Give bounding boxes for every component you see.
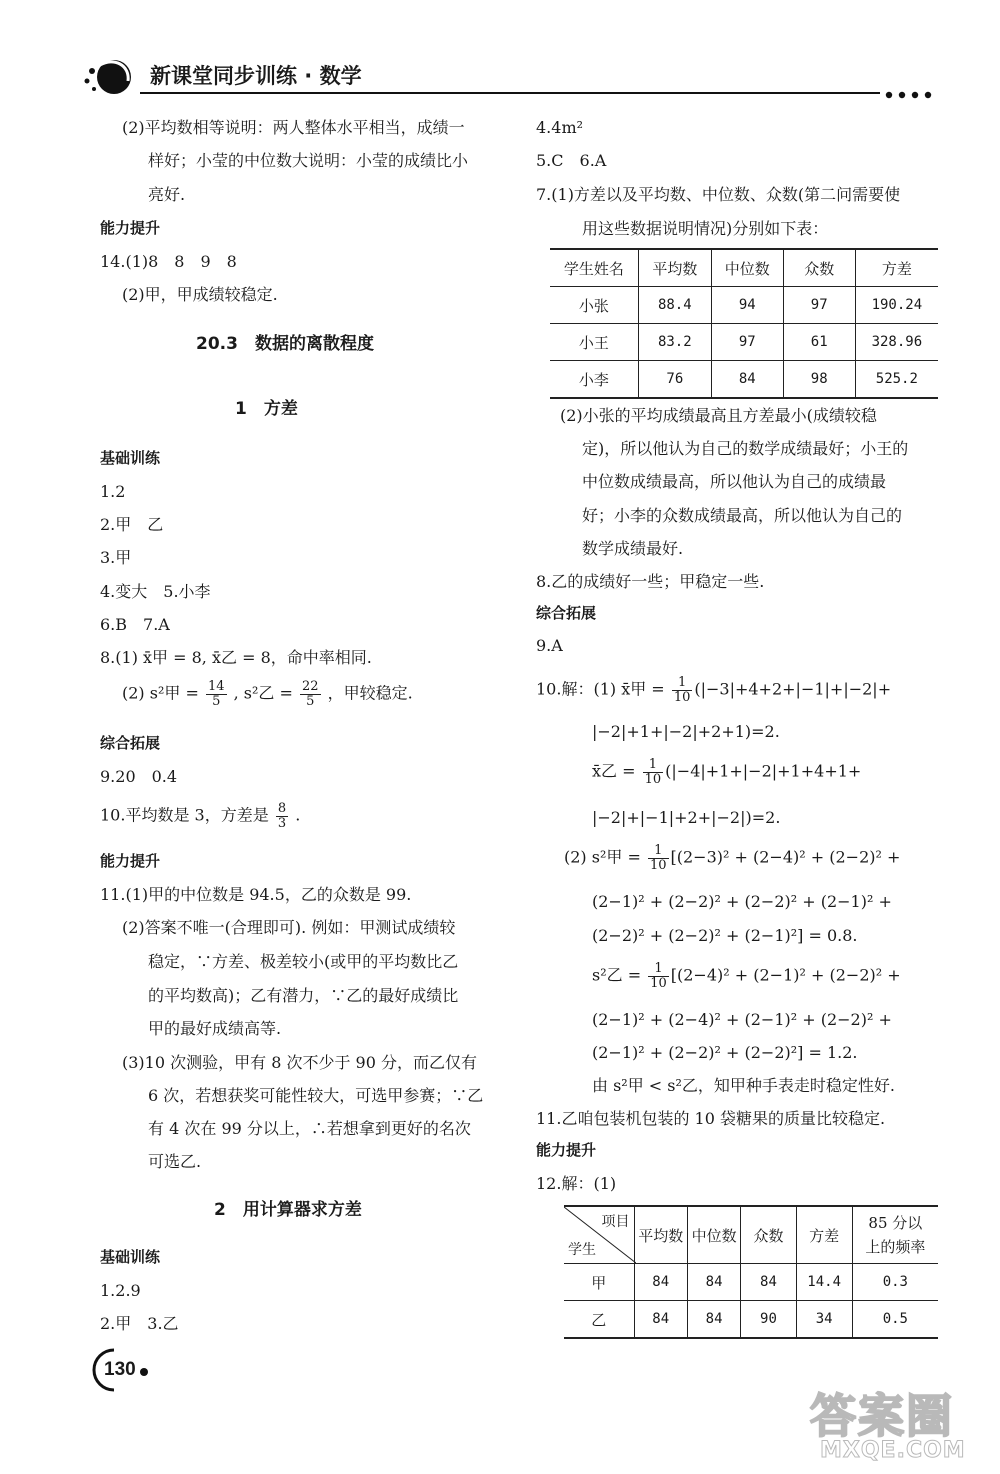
watermark	[800, 1380, 990, 1470]
answer-11b: 稳定，∵方差、极差较小(或甲的平均数比乙	[148, 952, 459, 971]
answer-r7a: 用这些数据说明情况)分别如下表：	[582, 219, 829, 238]
answer-2: 2.甲 乙	[100, 515, 164, 534]
table-row	[564, 1301, 938, 1339]
table-cell: 0.5	[852, 1301, 938, 1339]
watermark-text: 答案圈	[810, 1389, 954, 1443]
heading-basic: 基础训练	[100, 1248, 161, 1266]
left-text-line: 亮好.	[148, 185, 186, 204]
table-cell: 97	[711, 324, 783, 361]
table-cell: 乙	[564, 1301, 634, 1339]
page-number: 130	[104, 1359, 136, 1380]
answer-11c: 可选乙.	[148, 1152, 202, 1171]
answer-11b: 甲的最好成绩高等.	[148, 1019, 282, 1038]
table-header-row	[550, 249, 938, 287]
table-row	[550, 324, 938, 361]
table-header: 众数	[783, 249, 855, 287]
table-header: 方差	[796, 1206, 852, 1264]
answer-14b: (2)甲，甲成绩较稳定.	[122, 285, 278, 304]
table-cell: 98	[783, 361, 855, 399]
answer-r10h: s²乙 = $\frac{1}{10}$ [(2−4)² + (2−1)² + (2−2)² +	[592, 961, 901, 991]
table-cell: 76	[638, 361, 711, 399]
answer-b1: 1.2.9	[100, 1281, 141, 1300]
answer-b2: 2.甲 3.乙	[100, 1314, 179, 1333]
header-rule	[140, 92, 880, 94]
table-cell: 84	[741, 1264, 796, 1301]
answer-r4: 4.4m²	[536, 118, 584, 137]
table-cell: 90	[741, 1301, 796, 1339]
answer-r7c: 好；小李的众数成绩最高，所以他认为自己的	[582, 506, 903, 525]
answer-r10g: (2−2)² + (2−2)² + (2−1)²] = 0.8.	[592, 926, 858, 945]
heading-ability: 能力提升	[100, 852, 161, 870]
table-header: 平均数	[638, 249, 711, 287]
table-header: 中位数	[711, 249, 783, 287]
watermark-url: MXQE.COM	[820, 1438, 966, 1463]
answer-11c: (3)10 次测验，甲有 8 次不少于 90 分，而乙仅有	[122, 1053, 477, 1072]
table-cell: 0.3	[852, 1264, 938, 1301]
answer-11b: 的平均数高)；乙有潜力，∵乙的最好成绩比	[148, 986, 459, 1005]
answer-r10c: x̄乙 = $\frac{1}{10}$ (|−4|+1+|−2|+1+4+1+	[592, 757, 862, 787]
table-header-row	[564, 1206, 938, 1264]
header-title: 新课堂同步训练 · 数学	[150, 64, 362, 88]
answer-11b: (2)答案不唯一(合理即可). 例如：甲测试成绩较	[122, 918, 456, 937]
table-cell: 14.4	[796, 1264, 852, 1301]
heading-comprehensive: 综合拓展	[100, 734, 161, 752]
section-title: 20.3 数据的离散程度	[196, 334, 374, 354]
answer-9: 9.20 0.4	[100, 767, 178, 786]
answer-3: 3.甲	[100, 548, 132, 567]
table-cell: 94	[711, 287, 783, 324]
answer-r8: 8.乙的成绩好一些；甲稳定一些.	[536, 572, 765, 591]
answer-r7c: 定)，所以他认为自己的数学成绩最好；小王的	[582, 439, 909, 458]
corner-bottom-label: 学生	[568, 1242, 596, 1258]
answer-4-5: 4.变大 5.小李	[100, 582, 211, 601]
answer-r7c: (2)小张的平均成绩最高且方差最小(成绩较稳	[560, 406, 877, 425]
answer-r10f: (2−1)² + (2−2)² + (2−2)² + (2−1)² +	[592, 892, 892, 911]
table-row	[550, 287, 938, 324]
table-cell: 小张	[550, 287, 638, 324]
table-cell: 甲	[564, 1264, 634, 1301]
table-cell: 328.96	[855, 324, 938, 361]
table-header: 方差	[855, 249, 938, 287]
table-header: 中位数	[687, 1206, 740, 1264]
heading-ability: 能力提升	[536, 1141, 597, 1159]
table-row	[564, 1264, 938, 1301]
answer-8b: (2) s²甲 = $\frac{14}{5}$ , s²乙 = $\frac{22}{5}$ ，甲较稳定.	[122, 679, 413, 709]
table-header: 学生姓名	[550, 249, 638, 287]
table-corner-cell	[564, 1206, 634, 1264]
table-header: 平均数	[634, 1206, 687, 1264]
answer-r10k: 由 s²甲 < s²乙，知甲种手表走时稳定性好.	[592, 1076, 896, 1095]
answer-r11: 11.乙咱包装机包装的 10 袋糖果的质量比较稳定.	[536, 1109, 886, 1128]
answer-10: 10.平均数是 3，方差是 $\frac{8}{3}$ .	[100, 801, 301, 831]
table-cell: 97	[783, 287, 855, 324]
header-logo	[80, 55, 140, 99]
left-text-line: (2)平均数相等说明：两人整体水平相当，成绩一	[122, 118, 465, 137]
subsection-title: 1 方差	[235, 399, 298, 419]
table-cell: 190.24	[855, 287, 938, 324]
logo-swoosh-icon	[80, 55, 140, 99]
header-dots	[884, 86, 944, 105]
table-cell: 525.2	[855, 361, 938, 399]
answer-r10b: |−2|+1+|−2|+2+1)=2.	[592, 722, 780, 741]
answer-11c: 有 4 次在 99 分以上，∴若想拿到更好的名次	[148, 1119, 471, 1138]
subsection-title: 2 用计算器求方差	[214, 1200, 362, 1220]
table-cell: 84	[687, 1264, 740, 1301]
table-cell: 84	[634, 1264, 687, 1301]
answer-8a: 8.(1) x̄甲 = 8, x̄乙 = 8，命中率相同.	[100, 648, 372, 667]
answer-r10i: (2−1)² + (2−4)² + (2−1)² + (2−2)² +	[592, 1010, 892, 1029]
table-cell: 88.4	[638, 287, 711, 324]
answer-r10j: (2−1)² + (2−2)² + (2−2)²] = 1.2.	[592, 1043, 858, 1062]
answer-r7c: 中位数成绩最高，所以他认为自己的成绩最	[582, 472, 887, 491]
table-cell: 小王	[550, 324, 638, 361]
answer-r12: 12.解：(1)	[536, 1174, 617, 1193]
table-cell: 61	[783, 324, 855, 361]
answer-11c: 6 次，若想获奖可能性较大，可选甲参赛；∵乙	[148, 1086, 484, 1105]
page-number-badge	[90, 1346, 150, 1392]
corner-top-label: 项目	[601, 1214, 630, 1230]
heading-comprehensive: 综合拓展	[536, 604, 597, 622]
stats-table	[550, 248, 938, 399]
table-header: 众数	[741, 1206, 796, 1264]
answer-r7c: 数学成绩最好.	[582, 539, 684, 558]
table-header-line: 85 分以	[868, 1214, 923, 1232]
answer-r10e: (2) s²甲 = $\frac{1}{10}$ [(2−3)² + (2−4)² + (2−2)² +	[564, 843, 901, 873]
frequency-table	[564, 1205, 938, 1339]
table-cell: 84	[711, 361, 783, 399]
answer-r10a: 10.解：(1) x̄甲 = $\frac{1}{10}$ (|−3|+4+2+|−1|+|−2|+	[536, 675, 892, 705]
answer-r7a: 7.(1)方差以及平均数、中位数、众数(第二问需要使	[536, 185, 901, 204]
answer-1: 1.2	[100, 482, 126, 501]
table-row	[550, 361, 938, 399]
heading-ability: 能力提升	[100, 219, 161, 237]
answer-14a: 14.(1)8 8 9 8	[100, 252, 237, 271]
answer-r9: 9.A	[536, 636, 563, 655]
table-header	[852, 1206, 938, 1264]
answer-r5-6: 5.C 6.A	[536, 151, 607, 170]
table-cell: 84	[634, 1301, 687, 1339]
table-cell: 34	[796, 1301, 852, 1339]
answer-r10d: |−2|+|−1|+2+|−2|)=2.	[592, 808, 781, 827]
table-cell: 83.2	[638, 324, 711, 361]
answer-6-7: 6.B 7.A	[100, 615, 170, 634]
answer-11a: 11.(1)甲的中位数是 94.5，乙的众数是 99.	[100, 885, 412, 904]
table-cell: 84	[687, 1301, 740, 1339]
heading-basic: 基础训练	[100, 449, 161, 467]
left-text-line: 样好；小莹的中位数大说明：小莹的成绩比小	[148, 151, 469, 170]
table-cell: 小李	[550, 361, 638, 399]
table-header-line: 上的频率	[865, 1238, 926, 1256]
